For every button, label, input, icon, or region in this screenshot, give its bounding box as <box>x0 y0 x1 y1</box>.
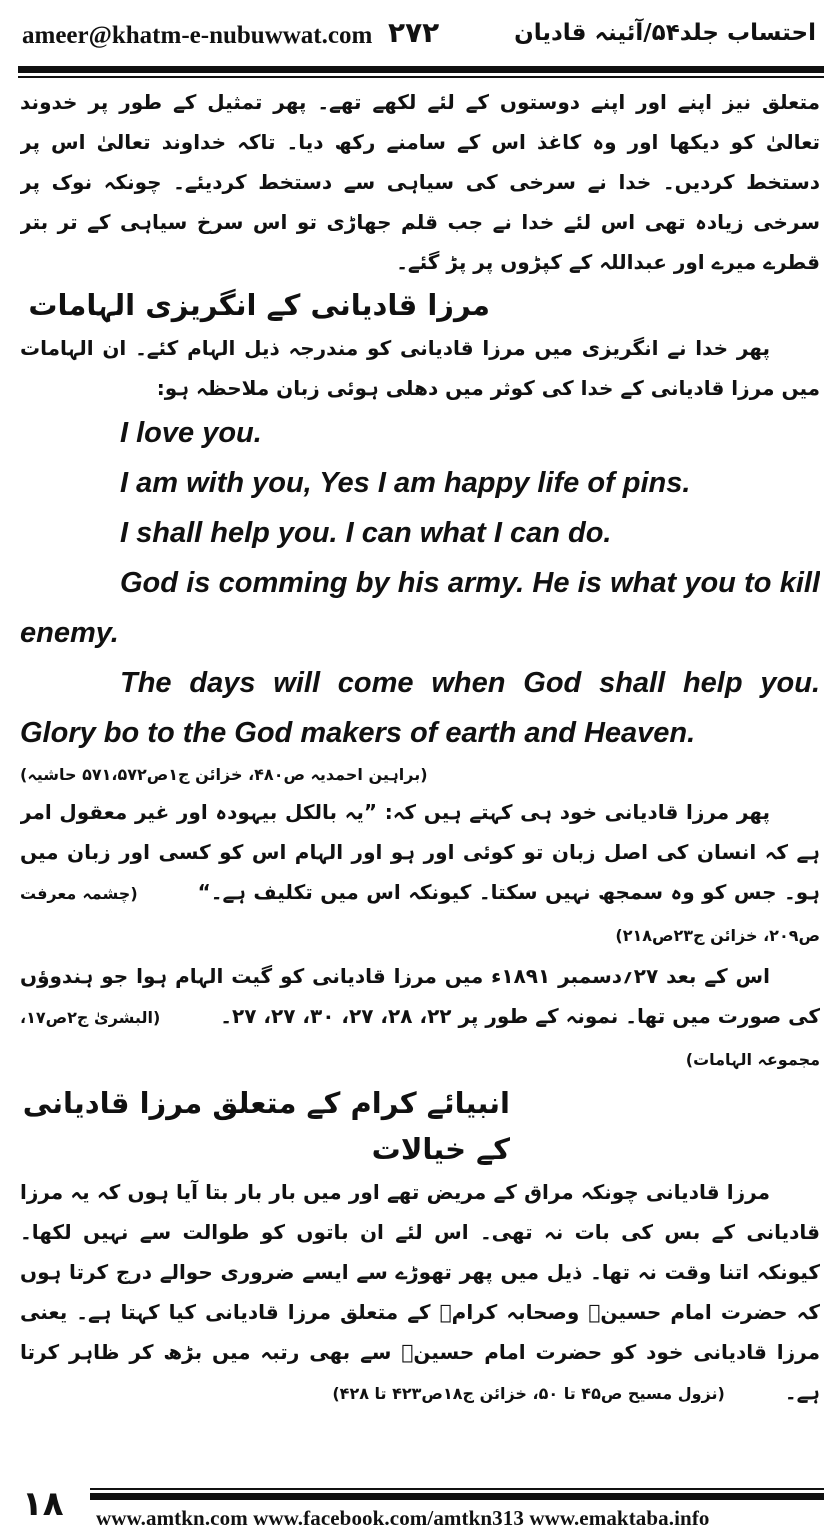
paragraph-1: متعلق نیز اپنے اور اپنے دوستوں کے لئے لکھے تھے۔ پھر تمثیل کے طور پر خدوند تعالیٰ کو دیکھا اور وہ کاغذ اس کے سامنے رکھ دیا۔ تاکہ خداوند تعالیٰ اس پر دستخط کردیں۔ خدا نے سرخی کی سیاہی سے دستخط کردیئے۔ چونکہ نوک پر سرخی زیادہ تھی اس لئے خدا نے جب قلم جھاڑی تو اس سرخ سیاہی کے تر بتر قطرے میرے اور عبداللہ کے کپڑوں پر پڑ گئے۔ <box>20 90 820 274</box>
paragraph-3 <box>20 792 820 956</box>
paragraph-4 <box>20 956 820 1080</box>
header-page-number: ۲۷۲ <box>388 16 440 49</box>
paragraph-4-text: اس کے بعد ۲۷؍دسمبر ۱۸۹۱ء میں مرزا قادیانی کو گیت الہام ہوا جو ہندوؤں کی صورت میں تھا۔ نمونہ کے طور پر ۲۲، ۲۸، ۲۷، ۳۰، ۲۷، ۲۷۔ <box>20 964 820 1028</box>
page-header <box>0 0 840 70</box>
paragraph-2: پھر خدا نے انگریزی میں مرزا قادیانی کو مندرجہ ذیل الہام کئے۔ ان الہامات میں مرزا قادیانی کے خدا کی کوثر میں دھلی ہوئی زبان ملاحظہ ہو: <box>20 336 820 400</box>
header-rule <box>18 66 824 73</box>
footer-website-links: www.amtkn.com www.facebook.com/amtkn313 www.emaktaba.info <box>96 1506 710 1530</box>
page-footer <box>0 1476 840 1540</box>
english-line-2: I am with you, Yes I am happy life of pins. <box>120 467 691 499</box>
footer-rule-thin <box>90 1488 824 1490</box>
english-line-1: I love you. <box>120 417 262 449</box>
english-line-5: The days will come when God shall help you. Glory bo to the God makers of earth and Heaven. <box>20 667 820 749</box>
footer-rule <box>90 1493 824 1500</box>
paragraph-5-text: مرزا قادیانی چونکہ مراق کے مریض تھے اور میں بار بار بتا آیا ہوں کہ یہ مرزا قادیانی کے بس کی بات نہ تھی۔ اس لئے ان باتوں کو طوالت سے نہیں لکھا۔ کیونکہ اتنا وقت نہ تھا۔ ذیل میں پھر تھوڑے سے ایسے ضروری حوالے درج کرتا ہوں کہ حضرت امام حسینؓ وصحابہ کرامؓ کے متعلق مرزا قادیانی کیا کہتا ہے۔ یعنی مرزا قادیانی خود کو حضرت امام حسینؓ سے بھی رتبہ میں بڑھ کر ظاہر کرتا ہے۔ <box>20 1180 820 1404</box>
footer-page-number: ۱۸ <box>22 1484 64 1524</box>
header-book-title: احتساب جلد۵۴/آئینہ قادیان <box>514 20 816 46</box>
reference-3: (البشریٰ ج۲ص۱۷، مجموعہ الہامات) <box>20 1008 820 1069</box>
page-content <box>20 82 820 1472</box>
header-rule-thin <box>18 76 824 78</box>
english-line-3: I shall help you. I can what I can do. <box>120 517 612 549</box>
paragraph-5 <box>20 1172 820 1414</box>
header-email: ameer@khatm-e-nubuwwat.com <box>22 22 373 49</box>
english-line-4: God is comming by his army. He is what you to kill enemy. <box>20 567 820 649</box>
section-heading-prophets: انبیائے کرام کے متعلق مرزا قادیانی کے خیالات <box>22 1086 510 1166</box>
section-heading-english-revelations: مرزا قادیانی کے انگریزی الہامات <box>28 288 490 322</box>
paragraph-3-text: پھر مرزا قادیانی خود ہی کہتے ہیں کہ: ”یہ بالکل بیہودہ اور غیر معقول امر ہے کہ انسان کی اصل زبان تو کوئی اور ہو اور الہام اس کو کسی اور زبان میں ہو۔ جس کو وہ سمجھ نہیں سکتا۔ کیونکہ اس میں تکلیف ہے۔“ <box>20 800 820 904</box>
reference-4: (نزول مسیح ص۴۵ تا ۵۰، خزائن ج۱۸ص۴۲۳ تا ۴۲۸) <box>332 1384 725 1403</box>
reference-1: (براہین احمدیہ ص۴۸۰، خزائن ج۱ص۵۷۱،۵۷۲ حاشیہ) <box>20 765 428 784</box>
reference-2: (چشمہ معرفت ص۲۰۹، خزائن ج۲۳ص۲۱۸) <box>20 884 820 945</box>
